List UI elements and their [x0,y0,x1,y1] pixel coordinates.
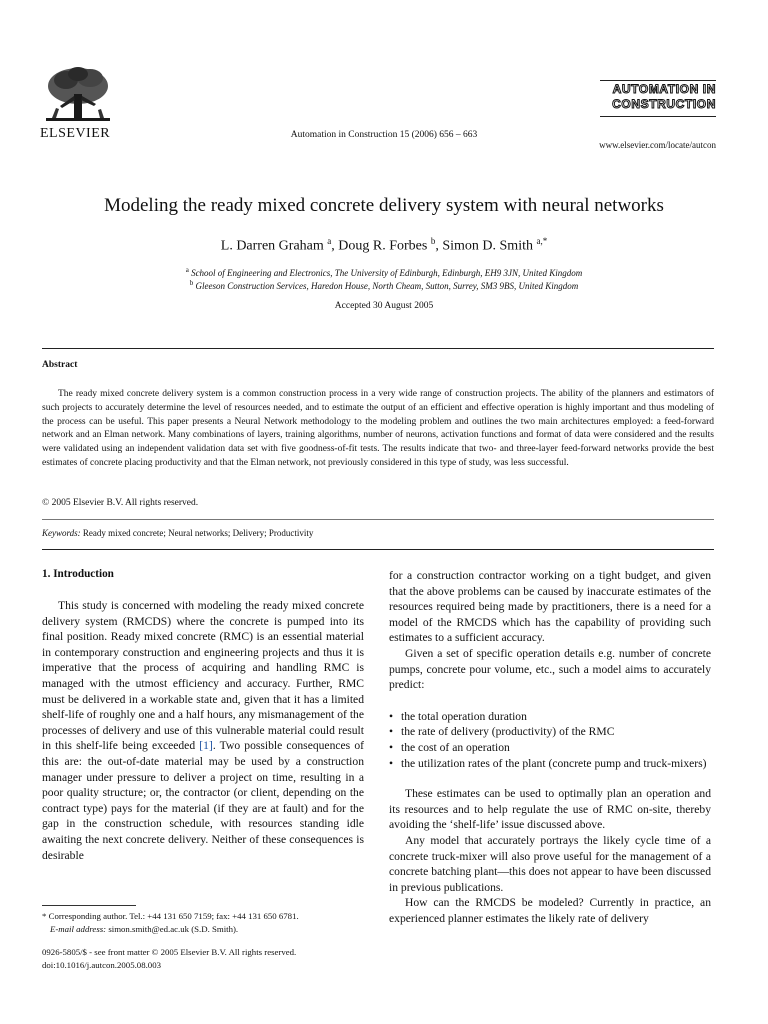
affiliation [0,266,768,278]
body-paragraph: Any model that accurately portrays the likely cycle time of a concrete truck-mixer will also prove useful for the management of a concrete batching plant—this does not appear to have been discussed in previous publications. [389,833,711,894]
list-item [389,709,711,725]
affiliation-mark: a [185,266,189,274]
author-list: L. Darren Graham $^a$, Doug R. Forbes $^b$, Simon D. Smith $^{a,*}$ [220,236,548,254]
right-column [389,568,711,926]
affiliation-text: School of Engineering and Electronics, The University of Edinburgh, Edinburgh, EH9 3JN, United Kingdom [191,268,583,278]
email-label: E-mail address: [50,924,107,934]
affiliation-text: Gleeson Construction Services, Haredon House, North Cheam, Sutton, Surrey, SM3 9BS, United Kingdom [195,281,579,291]
bullet-icon: • [389,756,394,770]
list-item-text: the total operation duration [401,709,527,723]
paragraph-text: . Two possible consequences of this are: the out-of-date material may be used by a construction manager under pressure to deliver a project on time, resulting in a poor quality structure; or, the contractor (or client, depending on the contract type) pays for the material (if they are at fault) and for the gap in the construction schedule, with resources standing idle awaiting the next concrete delivery. Neither of these consequences is desirable [42,739,364,862]
body-paragraph: for a construction contractor working on a tight budget, and given that the above problems can be caused by inaccurate estimates of the resources required being made by practitioners, there is a need for a model of the RMCDS which has the capability of providing such estimates to a sufficient accuracy. [389,569,711,645]
body-paragraph [42,598,364,863]
affiliation-mark: b [189,279,194,287]
author-name: Simon D. Smith [442,238,533,254]
list-item-text: the cost of an operation [401,740,510,754]
body-paragraph: These estimates can be used to optimally plan an operation and its resources and to help regulate the use of RMC on-site, thereby avoiding the ‘shelf-life’ issue discussed above. [389,787,711,832]
footnote [42,910,299,936]
left-column [42,598,364,863]
abstract-copyright: © 2005 Elsevier B.V. All rights reserved. [42,498,199,508]
author-affiliation-mark: a,* [536,236,548,246]
author-name: Doug R. Forbes [338,238,428,254]
list-item-text: the rate of delivery (productivity) of the RMC [401,725,615,739]
bullet-icon: • [389,709,394,723]
author-affiliation-mark: b [430,236,436,246]
list-item-text: the utilization rates of the plant (concrete pump and truck-mixers) [401,756,707,770]
keywords [42,528,313,538]
list-item [389,740,711,756]
journal-reference: Automation in Construction 15 (2006) 656 – 663 [290,130,478,140]
affiliation [0,279,768,291]
paragraph-text: This study is concerned with modeling the ready mixed concrete delivery system (RMCDS) where the concrete is pumped into its final position. Ready mixed concrete (RMC) is an essential material in contemporary construction and engineering projects and thus it is imperative that the process of acquiring and handling RMC is managed with the utmost efficiency and accuracy. Further, RMC must be delivered in a workable state and, given that it has a limited shelf-life of roughly one and a half hours, any mismanagement of the processes of delivery and use of this vulnerable material could result in this shelf-life being exceeded [42,599,364,753]
list-item [389,724,711,740]
footnote-star: * [42,911,47,921]
article-title: Modeling the ready mixed concrete delivery system with neural networks [104,195,664,216]
email-line [42,923,299,936]
bullet-icon: • [389,725,394,739]
abstract-text [42,388,714,471]
journal-brand-line-1: AUTOMATION IN [612,82,716,96]
publisher-name: ELSEVIER [40,126,111,141]
abstract-bottom-rule [42,549,714,550]
abstract-paragraph: The ready mixed concrete delivery system is a common construction process in a very wide range of construction projects. The ability of the planners and estimators of such projects to accurately determine the level of resources needed, and to estimate the output of an efficient and effective operation is highly important and thus modeling of the process can be useful. This paper presents a Neural Network methodology to the modeling problem and outlines the two main architectures employed: a feed-forward network and an Elman network. Many combinations of layers, training algorithms, number of neurons, activation functions and format of data were considered and the results were validated using an independent validation data set with five goodness-of-fit tests. The results indicate that two- and three-layer feed-forward networks provide the best estimates of concrete placing productivity and that the Elman network, not previously considered in this type of study, was less successful. [42,389,714,468]
abstract-heading: Abstract [42,360,78,370]
brand-top-rule [600,80,716,81]
keywords-list: Ready mixed concrete; Neural networks; Delivery; Productivity [82,528,314,538]
footnote-rule [42,905,136,906]
accepted-date: Accepted 30 August 2005 [334,301,434,311]
journal-brand-line-2: CONSTRUCTION [612,97,716,111]
journal-brand [600,82,716,112]
doi-line[interactable]: doi:10.1016/j.autcon.2005.08.003 [42,960,161,970]
keywords-rule [42,519,714,520]
citation-link[interactable]: [1] [199,739,213,753]
elsevier-tree-icon [38,64,118,126]
author-name: L. Darren Graham [220,238,324,254]
corresponding-author-text: Corresponding author. Tel.: +44 131 650 7159; fax: +44 131 650 6781. [48,911,299,921]
corresponding-author-note [42,910,299,923]
keywords-label: Keywords: [42,528,81,538]
bullet-icon: • [389,740,394,754]
list-item [389,756,711,772]
abstract-top-rule [42,348,714,349]
brand-bottom-rule [600,116,716,117]
issn-line: 0926-5805/$ - see front matter © 2005 Elsevier B.V. All rights reserved. [42,947,297,957]
section-heading: 1. Introduction [42,568,114,580]
issn-block [42,946,296,972]
body-paragraph: How can the RMCDS be modeled? Currently in practice, an experienced planner estimates the likely rate of delivery [389,896,711,925]
author-affiliation-mark: a [327,236,332,246]
email-address[interactable]: simon.smith@ed.ac.uk (S.D. Smith). [108,924,239,934]
prediction-list [389,709,711,771]
journal-url[interactable]: www.elsevier.com/locate/autcon [599,140,716,150]
body-paragraph: Given a set of specific operation details e.g. number of concrete pumps, concrete pour volume, etc., such a model aims to accurately predict: [389,646,711,692]
